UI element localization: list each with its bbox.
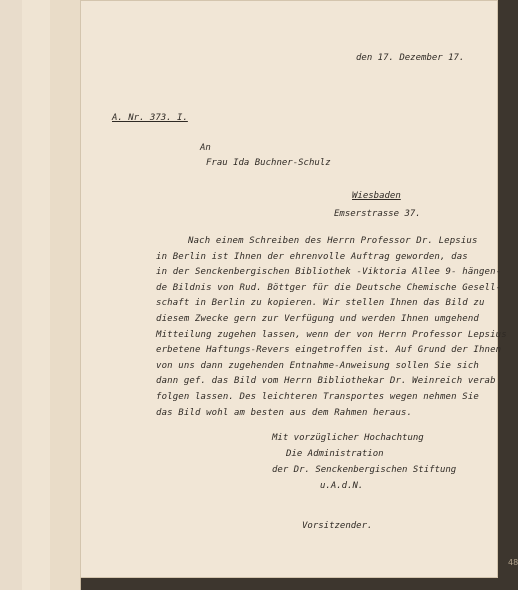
body-line: folgen lassen. Des leichteren Transportes wegen nehmen Sie	[156, 392, 479, 402]
letter-date: den 17. Dezember 17.	[356, 53, 465, 63]
body-line: dann gef. das Bild vom Herrn Bibliothekar Dr. Weinreich verab	[156, 376, 496, 386]
body-line: diesem Zwecke gern zur Verfügung und werden Ihnen umgehend	[156, 314, 479, 324]
pencil-mark: 48	[508, 558, 518, 567]
body-line: Nach einem Schreiben des Herrn Professor Dr. Lepsius	[188, 236, 478, 246]
closing-line: der Dr. Senckenbergischen Stiftung	[272, 465, 457, 475]
body-line: von uns dann zugehenden Entnahme-Anweisung sollen Sie sich	[156, 361, 479, 371]
recipient-name: Frau Ida Buchner-Schulz	[206, 158, 331, 168]
closing-line: Mit vorzüglicher Hochachtung	[272, 433, 424, 443]
body-line: Mitteilung zugehen lassen, wenn der von Herrn Professor Lepsius	[156, 330, 507, 340]
reference-number: A. Nr. 373. I.	[112, 113, 188, 123]
closing-line: u.A.d.N.	[320, 481, 364, 491]
body-line: de Bildnis von Rud. Böttger für die Deutsche Chemische Gesell-	[156, 283, 502, 293]
body-line: schaft in Berlin zu kopieren. Wir stellen Ihnen das Bild zu	[156, 298, 485, 308]
body-line: in Berlin ist Ihnen der ehrenvolle Auftrag geworden, das	[156, 252, 468, 262]
salutation: An	[200, 143, 211, 153]
underlying-page-edge-1	[0, 0, 23, 590]
letter-page	[80, 0, 518, 578]
underlying-page-edge-3	[50, 0, 81, 590]
body-line: das Bild wohl am besten aus dem Rahmen heraus.	[156, 408, 413, 418]
body-line: in der Senckenbergischen Bibliothek -Viktoria Allee 9- hängen-	[156, 267, 502, 277]
recipient-city: Wiesbaden	[352, 191, 401, 201]
closing-line: Die Administration	[286, 449, 384, 459]
recipient-street: Emserstrasse 37.	[334, 209, 421, 219]
underlying-page-edge-2	[22, 0, 51, 590]
body-line: erbetene Haftungs-Revers eingetroffen ist. Auf Grund der Ihnen	[156, 345, 502, 355]
signature: Vorsitzender.	[302, 521, 373, 531]
